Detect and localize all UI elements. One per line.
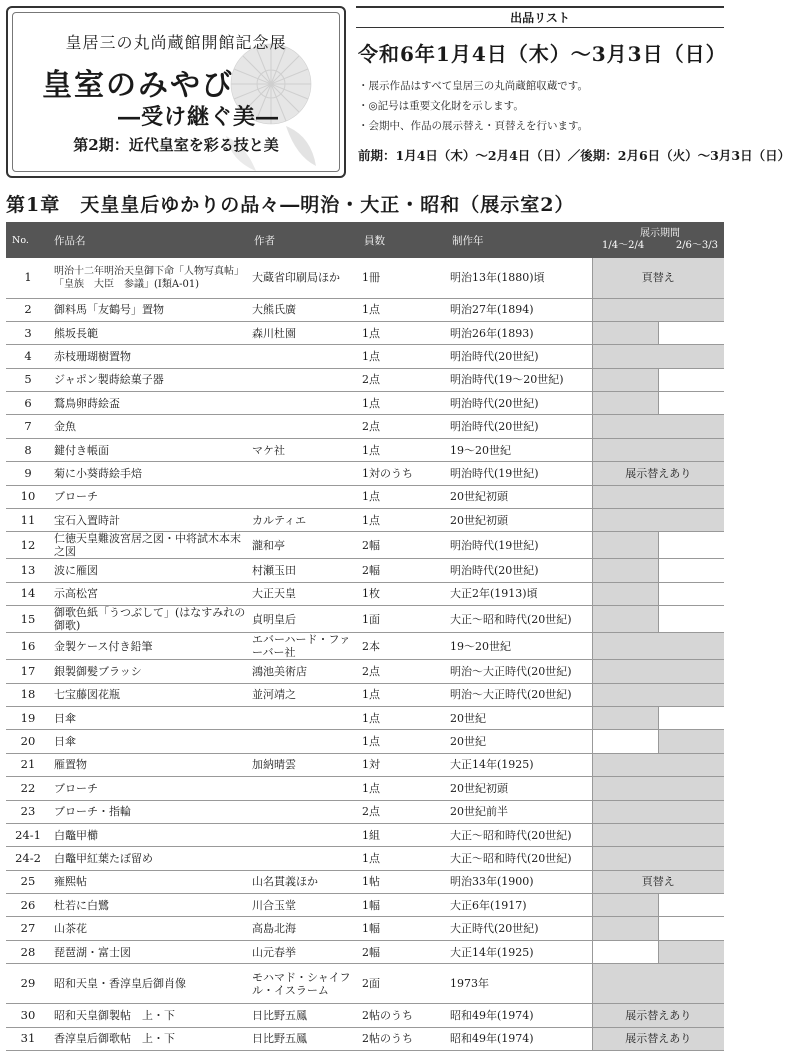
page-title: 皇室のみやび bbox=[42, 68, 234, 103]
cell-no: 16 bbox=[6, 633, 50, 660]
table-row bbox=[6, 345, 724, 368]
cell-no: 12 bbox=[6, 532, 50, 559]
cell-count: 1対 bbox=[360, 753, 448, 776]
table-row bbox=[6, 462, 724, 485]
table-row bbox=[6, 917, 724, 940]
cell-name: 菊に小葵蒔絵手焙 bbox=[50, 462, 250, 485]
cell-period-2 bbox=[658, 894, 724, 917]
cell-name: 白鼈甲紅葉たぼ留め bbox=[50, 847, 250, 870]
cell-author: 日比野五鳳 bbox=[250, 1027, 360, 1050]
cell-period-1 bbox=[592, 753, 658, 776]
title-subtitle: ―受け継ぐ美― bbox=[118, 104, 280, 130]
cell-author: 山元春挙 bbox=[250, 940, 360, 963]
cell-no: 24-1 bbox=[6, 823, 50, 846]
table-header-row bbox=[6, 222, 724, 258]
cell-name: ブローチ・指輪 bbox=[50, 800, 250, 823]
cell-count: 1点 bbox=[360, 392, 448, 415]
cell-no: 19 bbox=[6, 706, 50, 729]
cell-period-1 bbox=[592, 415, 658, 438]
cell-no: 27 bbox=[6, 917, 50, 940]
cell-period-1 bbox=[592, 298, 658, 321]
table-row bbox=[6, 800, 724, 823]
header-year: 制作年 bbox=[452, 234, 484, 247]
cell-period-note: 展示替えあり bbox=[592, 462, 724, 485]
cell-no: 28 bbox=[6, 940, 50, 963]
cell-author bbox=[250, 345, 360, 368]
cell-author: 日比野五鳳 bbox=[250, 1004, 360, 1027]
cell-count: 1枚 bbox=[360, 582, 448, 605]
cell-count: 2点 bbox=[360, 660, 448, 683]
cell-count: 1対のうち bbox=[360, 462, 448, 485]
cell-author: エバーハード・ファーバー社 bbox=[250, 633, 360, 660]
table-row bbox=[6, 258, 724, 298]
cell-period-2 bbox=[658, 660, 724, 683]
cell-author: 高島北海 bbox=[250, 917, 360, 940]
header-count: 員数 bbox=[364, 234, 385, 247]
cell-no: 31 bbox=[6, 1027, 50, 1050]
cell-year: 明治時代(20世紀) bbox=[448, 345, 592, 368]
cell-author: 鴻池美術店 bbox=[250, 660, 360, 683]
cell-author: モハマド・シャイフル・イスラーム bbox=[250, 964, 360, 1004]
table-row bbox=[6, 415, 724, 438]
cell-author: カルティエ bbox=[250, 509, 360, 532]
cell-count: 1点 bbox=[360, 847, 448, 870]
cell-author bbox=[250, 462, 360, 485]
cell-count: 2幅 bbox=[360, 940, 448, 963]
cell-period-2 bbox=[658, 582, 724, 605]
cell-year: 19～20世紀 bbox=[448, 438, 592, 461]
cell-period-2 bbox=[658, 606, 724, 633]
cell-period-2 bbox=[658, 964, 724, 1004]
cell-year: 明治時代(19～20世紀) bbox=[448, 368, 592, 391]
cell-author bbox=[250, 415, 360, 438]
cell-period-2 bbox=[658, 392, 724, 415]
cell-name: 熊坂長範 bbox=[50, 321, 250, 344]
cell-no: 20 bbox=[6, 730, 50, 753]
table-row bbox=[6, 964, 724, 1004]
cell-period-2 bbox=[658, 917, 724, 940]
cell-no: 29 bbox=[6, 964, 50, 1004]
notes-list bbox=[358, 76, 588, 136]
cell-year: 明治27年(1894) bbox=[448, 298, 592, 321]
cell-period-1 bbox=[592, 777, 658, 800]
cell-author bbox=[250, 706, 360, 729]
cell-name: 御料馬「友鶴号」置物 bbox=[50, 298, 250, 321]
cell-period-1 bbox=[592, 509, 658, 532]
cell-year: 大正14年(1925) bbox=[448, 940, 592, 963]
cell-year: 20世紀前半 bbox=[448, 800, 592, 823]
note-item: ・ 展示作品はすべて皇居三の丸尚蔵館収蔵です。 bbox=[358, 76, 588, 96]
cell-author: 並河靖之 bbox=[250, 683, 360, 706]
cell-name: 鍵付き帳面 bbox=[50, 438, 250, 461]
cell-count: 1帖 bbox=[360, 870, 448, 893]
cell-author: 大蔵省印刷局ほか bbox=[250, 258, 360, 298]
cell-no: 5 bbox=[6, 368, 50, 391]
cell-name: 杜若に白鷺 bbox=[50, 894, 250, 917]
cell-no: 23 bbox=[6, 800, 50, 823]
cell-year: 昭和49年(1974) bbox=[448, 1004, 592, 1027]
table-row bbox=[6, 485, 724, 508]
table-row bbox=[6, 438, 724, 461]
table-row bbox=[6, 777, 724, 800]
cell-count: 1点 bbox=[360, 777, 448, 800]
cell-author: 森川杜園 bbox=[250, 321, 360, 344]
cell-count: 1点 bbox=[360, 485, 448, 508]
cell-author bbox=[250, 730, 360, 753]
exhibition-dates: 令和6年1月4日（木）～3月3日（日） bbox=[358, 42, 727, 66]
cell-period-2 bbox=[658, 777, 724, 800]
cell-year: 19～20世紀 bbox=[448, 633, 592, 660]
cell-period-1 bbox=[592, 532, 658, 559]
cell-year: 20世紀初頭 bbox=[448, 777, 592, 800]
cell-author bbox=[250, 368, 360, 391]
cell-author: 大正天皇 bbox=[250, 582, 360, 605]
cell-count: 1点 bbox=[360, 438, 448, 461]
cell-year: 1973年 bbox=[448, 964, 592, 1004]
cell-year: 明治時代(20世紀) bbox=[448, 415, 592, 438]
cell-no: 2 bbox=[6, 298, 50, 321]
cell-no: 13 bbox=[6, 559, 50, 582]
table-body bbox=[6, 258, 724, 1051]
cell-count: 2点 bbox=[360, 800, 448, 823]
cell-count: 2点 bbox=[360, 368, 448, 391]
cell-period-note: 展示替えあり bbox=[592, 1027, 724, 1050]
cell-no: 3 bbox=[6, 321, 50, 344]
cell-period-1 bbox=[592, 559, 658, 582]
cell-no: 15 bbox=[6, 606, 50, 633]
period-schedule: 前期：1月4日（木）～2月4日（日）／後期：2月6日（火）～3月3日（日） bbox=[358, 148, 790, 163]
table-row bbox=[6, 870, 724, 893]
header-period bbox=[592, 222, 724, 258]
cell-period-1 bbox=[592, 683, 658, 706]
cell-name: 昭和天皇御製帖 上・下 bbox=[50, 1004, 250, 1027]
cell-count: 2面 bbox=[360, 964, 448, 1004]
cell-year: 20世紀初頭 bbox=[448, 509, 592, 532]
cell-period-2 bbox=[658, 823, 724, 846]
cell-year: 明治時代(20世紀) bbox=[448, 559, 592, 582]
cell-year: 20世紀初頭 bbox=[448, 485, 592, 508]
cell-period-2 bbox=[658, 368, 724, 391]
table-row bbox=[6, 321, 724, 344]
cell-period-1 bbox=[592, 800, 658, 823]
cell-period-1 bbox=[592, 894, 658, 917]
cell-count: 1点 bbox=[360, 345, 448, 368]
header-period-2: 2/6～3/3 bbox=[675, 240, 718, 251]
cell-count: 2帖のうち bbox=[360, 1027, 448, 1050]
cell-year: 明治26年(1893) bbox=[448, 321, 592, 344]
cell-period-1 bbox=[592, 847, 658, 870]
cell-period-2 bbox=[658, 559, 724, 582]
cell-name: 波に雁図 bbox=[50, 559, 250, 582]
table-row bbox=[6, 392, 724, 415]
cell-name: 琵琶湖・富士図 bbox=[50, 940, 250, 963]
cell-author: 山名貫義ほか bbox=[250, 870, 360, 893]
cell-author bbox=[250, 485, 360, 508]
cell-no: 30 bbox=[6, 1004, 50, 1027]
cell-period-1 bbox=[592, 582, 658, 605]
table-row bbox=[6, 706, 724, 729]
cell-name: 白鼈甲櫛 bbox=[50, 823, 250, 846]
cell-count: 1点 bbox=[360, 706, 448, 729]
cell-period-1 bbox=[592, 823, 658, 846]
cell-period-note: 展示替えあり bbox=[592, 1004, 724, 1027]
table-row bbox=[6, 582, 724, 605]
cell-period-1 bbox=[592, 706, 658, 729]
cell-count: 1点 bbox=[360, 509, 448, 532]
cell-name: 金製ケース付き鉛筆 bbox=[50, 633, 250, 660]
cell-no: 1 bbox=[6, 258, 50, 298]
cell-author bbox=[250, 847, 360, 870]
cell-count: 2幅 bbox=[360, 532, 448, 559]
cell-count: 1点 bbox=[360, 683, 448, 706]
table-row bbox=[6, 532, 724, 559]
cell-year: 20世紀 bbox=[448, 706, 592, 729]
table-row bbox=[6, 753, 724, 776]
header-no: No. bbox=[12, 234, 29, 246]
cell-author: 瀧和亭 bbox=[250, 532, 360, 559]
cell-period-2 bbox=[658, 706, 724, 729]
table-row bbox=[6, 559, 724, 582]
header-period-1: 1/4～2/4 bbox=[602, 240, 645, 251]
cell-period-1 bbox=[592, 917, 658, 940]
cell-period-1 bbox=[592, 606, 658, 633]
cell-year: 昭和49年(1974) bbox=[448, 1027, 592, 1050]
cell-no: 26 bbox=[6, 894, 50, 917]
table-row bbox=[6, 368, 724, 391]
cell-author: 加納晴雲 bbox=[250, 753, 360, 776]
cell-year: 明治～大正時代(20世紀) bbox=[448, 683, 592, 706]
cell-year: 大正14年(1925) bbox=[448, 753, 592, 776]
cell-no: 6 bbox=[6, 392, 50, 415]
table-row bbox=[6, 660, 724, 683]
exhibition-title-box bbox=[6, 6, 346, 178]
cell-period-1 bbox=[592, 940, 658, 963]
cell-name: 示高松宮 bbox=[50, 582, 250, 605]
cell-name: 赤枝珊瑚樹置物 bbox=[50, 345, 250, 368]
cell-name: ブローチ bbox=[50, 485, 250, 508]
cell-name: 御歌色紙「うつぶして」(はなすみれの御歌) bbox=[50, 606, 250, 633]
table-row bbox=[6, 847, 724, 870]
cell-no: 11 bbox=[6, 509, 50, 532]
cell-name: 昭和天皇・香淳皇后御肖像 bbox=[50, 964, 250, 1004]
cell-count: 1幅 bbox=[360, 894, 448, 917]
cell-count: 1冊 bbox=[360, 258, 448, 298]
cell-name: 明治十二年明治天皇御下命「人物写真帖」「皇族 大臣 参議」(I類A-01) bbox=[50, 258, 250, 298]
cell-period-1 bbox=[592, 345, 658, 368]
cell-period-1 bbox=[592, 438, 658, 461]
note-item: ・ 会期中、作品の展示替え・頁替えを行います。 bbox=[358, 116, 588, 136]
cell-author: 大熊氏廣 bbox=[250, 298, 360, 321]
cell-no: 24-2 bbox=[6, 847, 50, 870]
cell-no: 18 bbox=[6, 683, 50, 706]
cell-period-2 bbox=[658, 753, 724, 776]
cell-year: 大正～昭和時代(20世紀) bbox=[448, 847, 592, 870]
cell-author bbox=[250, 800, 360, 823]
table-row bbox=[6, 823, 724, 846]
table-row bbox=[6, 730, 724, 753]
header-author: 作者 bbox=[254, 234, 275, 247]
cell-count: 1面 bbox=[360, 606, 448, 633]
cell-count: 1幅 bbox=[360, 917, 448, 940]
cell-name: 雍熙帖 bbox=[50, 870, 250, 893]
cell-year: 明治時代(19世紀) bbox=[448, 462, 592, 485]
item-table bbox=[6, 222, 724, 1051]
table-row bbox=[6, 894, 724, 917]
cell-period-2 bbox=[658, 509, 724, 532]
cell-no: 4 bbox=[6, 345, 50, 368]
cell-year: 明治13年(1880)頃 bbox=[448, 258, 592, 298]
header-period-label: 展示期間 bbox=[640, 228, 680, 239]
cell-no: 7 bbox=[6, 415, 50, 438]
cell-count: 2帖のうち bbox=[360, 1004, 448, 1027]
cell-period-1 bbox=[592, 660, 658, 683]
title-subtitle-top: 皇居三の丸尚蔵館開館記念展 bbox=[65, 33, 287, 52]
cell-period-note: 頁替え bbox=[592, 258, 724, 298]
cell-name: 香淳皇后御歌帖 上・下 bbox=[50, 1027, 250, 1050]
cell-name: 宝石入置時計 bbox=[50, 509, 250, 532]
cell-name: 七宝藤図花瓶 bbox=[50, 683, 250, 706]
table-row bbox=[6, 1027, 724, 1050]
cell-period-2 bbox=[658, 321, 724, 344]
table-row bbox=[6, 509, 724, 532]
cell-period-2 bbox=[658, 683, 724, 706]
cell-author bbox=[250, 392, 360, 415]
cell-year: 明治時代(20世紀) bbox=[448, 392, 592, 415]
cell-year: 明治～大正時代(20世紀) bbox=[448, 660, 592, 683]
list-header: 出品リスト bbox=[356, 6, 724, 28]
cell-name: 仁徳天皇難波宮居之図・中将試木本末之図 bbox=[50, 532, 250, 559]
note-item: ・ ◎記号は重要文化財を示します。 bbox=[358, 96, 588, 116]
chapter-heading: 第1章 天皇皇后ゆかりの品々―明治・大正・昭和（展示室2） bbox=[6, 194, 575, 216]
cell-count: 1組 bbox=[360, 823, 448, 846]
cell-period-1 bbox=[592, 633, 658, 660]
cell-author: 村瀬玉田 bbox=[250, 559, 360, 582]
cell-name: 雁置物 bbox=[50, 753, 250, 776]
cell-no: 9 bbox=[6, 462, 50, 485]
cell-count: 2本 bbox=[360, 633, 448, 660]
cell-period-1 bbox=[592, 964, 658, 1004]
cell-no: 21 bbox=[6, 753, 50, 776]
cell-name: ブローチ bbox=[50, 777, 250, 800]
cell-no: 17 bbox=[6, 660, 50, 683]
cell-period-2 bbox=[658, 485, 724, 508]
cell-period-2 bbox=[658, 633, 724, 660]
cell-year: 明治時代(19世紀) bbox=[448, 532, 592, 559]
table-row bbox=[6, 940, 724, 963]
cell-author bbox=[250, 823, 360, 846]
cell-year: 大正～昭和時代(20世紀) bbox=[448, 606, 592, 633]
header-name: 作品名 bbox=[54, 234, 86, 247]
cell-count: 1点 bbox=[360, 298, 448, 321]
cell-name: 鶩鳥卵蒔絵盃 bbox=[50, 392, 250, 415]
cell-name: ジャポン製蒔絵菓子器 bbox=[50, 368, 250, 391]
cell-period-1 bbox=[592, 321, 658, 344]
cell-count: 2点 bbox=[360, 415, 448, 438]
cell-name: 山茶花 bbox=[50, 917, 250, 940]
cell-period-2 bbox=[658, 345, 724, 368]
cell-count: 1点 bbox=[360, 730, 448, 753]
cell-author bbox=[250, 777, 360, 800]
cell-period-2 bbox=[658, 847, 724, 870]
cell-year: 明治33年(1900) bbox=[448, 870, 592, 893]
cell-period-note: 頁替え bbox=[592, 870, 724, 893]
cell-author: 貞明皇后 bbox=[250, 606, 360, 633]
cell-no: 10 bbox=[6, 485, 50, 508]
period-label: 第2期：近代皇室を彩る技と美 bbox=[73, 136, 279, 154]
cell-count: 2幅 bbox=[360, 559, 448, 582]
cell-period-1 bbox=[592, 730, 658, 753]
cell-no: 8 bbox=[6, 438, 50, 461]
cell-author: 川合玉堂 bbox=[250, 894, 360, 917]
cell-period-2 bbox=[658, 940, 724, 963]
cell-period-2 bbox=[658, 730, 724, 753]
cell-period-1 bbox=[592, 368, 658, 391]
table-row bbox=[6, 298, 724, 321]
cell-period-2 bbox=[658, 800, 724, 823]
cell-period-2 bbox=[658, 415, 724, 438]
cell-year: 大正時代(20世紀) bbox=[448, 917, 592, 940]
cell-period-2 bbox=[658, 532, 724, 559]
cell-year: 大正6年(1917) bbox=[448, 894, 592, 917]
cell-year: 大正～昭和時代(20世紀) bbox=[448, 823, 592, 846]
cell-period-1 bbox=[592, 392, 658, 415]
cell-name: 日傘 bbox=[50, 706, 250, 729]
table-row bbox=[6, 1004, 724, 1027]
cell-period-2 bbox=[658, 298, 724, 321]
cell-no: 14 bbox=[6, 582, 50, 605]
cell-year: 大正2年(1913)頃 bbox=[448, 582, 592, 605]
cell-name: 金魚 bbox=[50, 415, 250, 438]
cell-period-2 bbox=[658, 438, 724, 461]
cell-count: 1点 bbox=[360, 321, 448, 344]
table-row bbox=[6, 633, 724, 660]
cell-no: 25 bbox=[6, 870, 50, 893]
cell-no: 22 bbox=[6, 777, 50, 800]
cell-name: 銀製御髪ブラッシ bbox=[50, 660, 250, 683]
cell-name: 日傘 bbox=[50, 730, 250, 753]
cell-period-1 bbox=[592, 485, 658, 508]
cell-year: 20世紀 bbox=[448, 730, 592, 753]
table-row bbox=[6, 606, 724, 633]
table-row bbox=[6, 683, 724, 706]
cell-author: マケ社 bbox=[250, 438, 360, 461]
